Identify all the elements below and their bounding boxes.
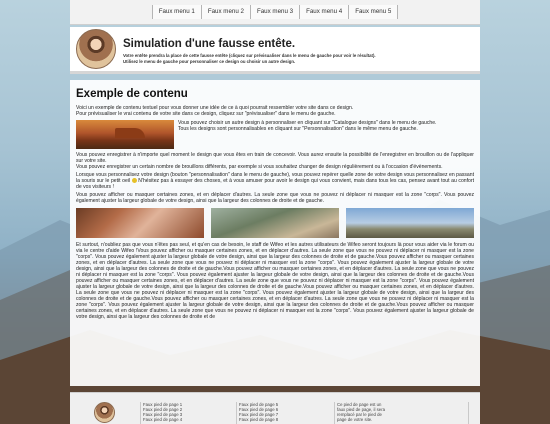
footer-link[interactable]: Faux pied de page 1 — [143, 402, 183, 407]
footer-avatar-icon — [94, 402, 115, 423]
photo-3 — [346, 208, 474, 238]
paragraph-5: Vous pouvez enregistrer à n'importe quel moment le design que vous êtes en train de concevoir. Vous aurez ensuite la possibilité de l'enregistrer en brouillon ou de l'appliquer sur votre site. — [76, 152, 474, 164]
paragraph-6: Vous pouvez enregistrer un certain nombre de brouillons différents, par exemple si vous souhaitez changer de design régulièrement ou à l'occasion d'évènements. — [76, 164, 443, 170]
site-title: Simulation d'une fausse entête. — [123, 38, 296, 50]
nav-item-1[interactable]: Faux menu 1 — [152, 5, 202, 19]
paragraph-7 — [76, 172, 474, 190]
main-content — [70, 80, 480, 386]
footer-link[interactable]: Faux pied de page 6 — [239, 407, 279, 412]
smiley-icon — [132, 178, 137, 183]
footer-divider — [468, 402, 469, 424]
footer-link[interactable]: Faux pied de page 8 — [239, 417, 279, 422]
footer-link[interactable]: Faux pied de page 4 — [143, 417, 183, 422]
nav-item-2[interactable]: Faux menu 2 — [201, 5, 251, 19]
paragraph-7b: N'hésitez pas à essayer des choses, et à vous amuser pour avoir le design qui vous convient, mais dans tous les cas, pensez avant tout au confort de vos visiteurs ! — [76, 178, 474, 190]
image-text-row — [76, 120, 474, 149]
site-subtitle — [123, 53, 376, 64]
subtitle-line-2: Utilisez le menu de gauche pour personnaliser ce design ou choisir un autre design. — [123, 58, 296, 64]
footer-link[interactable]: Faux pied de page 3 — [143, 412, 183, 417]
footer-col-2 — [236, 402, 278, 424]
content-title: Exemple de contenu — [76, 88, 188, 100]
nav-item-5[interactable]: Faux menu 5 — [348, 5, 398, 19]
paragraph-4: Tous les designs sont personnalisables en cliquant sur "Personnalisation" dans le même menu de gauche. — [178, 126, 418, 132]
photo-1 — [76, 208, 204, 238]
photo-2 — [211, 208, 339, 238]
paragraph-8: Vous pouvez afficher ou masquer certaines zones, et en déplacer d'autres. La seule zone que vous ne pouvez ni déplacer ni masquer est la zone "corps". Vous pouvez également ajuster la largeur globale de votre design, ainsi que la largeur des colonnes de droite et de gauche. — [76, 192, 474, 204]
site-footer — [70, 392, 480, 424]
paragraph-2: Pour prévisualiser le vrai contenu de votre site dans ce design, cliquez sur "prévisualiser" dans le menu de gauche. — [76, 111, 336, 117]
nav-item-3[interactable]: Faux menu 3 — [250, 5, 300, 19]
paragraph-9: Et surtout, n'oubliez pas que vous n'êtes pas seul, et qu'en cas de besoin, le staff de Wifeo et les autres utilisateurs de Wifeo seront toujours là pour vous aider via le forum ou via le centre d'aide Wifeo !Vous pouvez afficher ou masquer certaines zones, et en déplacer d'autres. La seule zone que vous ne pouvez ni déplacer ni masquer est la zone "corps". Vous pouvez également ajuster la largeur globale de votre design, ainsi que la largeur des colonnes de droite et de gauche.Vous pouvez afficher ou masquer certaines zones, et en déplacer d'autres. La seule zone que vous ne pouvez ni déplacer ni masquer est la zone "corps". Vous pouvez également ajuster la largeur globale de votre design, ainsi que la largeur des colonnes de droite et de gauche.Vous pouvez afficher ou masquer certaines zones, et en déplacer d'autres. La seule zone que vous ne pouvez ni déplacer ni masquer est la zone "corps". Vous pouvez également ajuster la largeur globale de votre design, ainsi que la largeur des colonnes de droite et de gauche.Vous pouvez afficher ou masquer certaines zones, et en déplacer d'autres. La seule zone que vous ne pouvez ni déplacer ni masquer est la zone "corps". Vous pouvez également ajuster la largeur globale de votre design, ainsi que la largeur des colonnes de droite et de gauche.Vous pouvez afficher ou masquer certaines zones, et en déplacer d'autres. La seule zone que vous ne pouvez ni déplacer ni masquer est la zone "corps". Vous pouvez également ajuster la largeur globale de votre design, ainsi que la largeur des colonnes de droite et de gauche.Vous pouvez afficher ou masquer certaines zones, et en déplacer d'autres. La seule zone que vous ne pouvez ni déplacer ni masquer est la zone "corps". Vous pouvez également ajuster la largeur globale de votre design, ainsi que la largeur des colonnes de droite et de gauche.Vous pouvez afficher ou masquer certaines zones, et en déplacer d'autres. La seule zone que vous ne pouvez ni déplacer ni masquer est la zone "corps". Vous pouvez également ajuster la largeur globale de votre design, ainsi que la largeur des colonnes de droite et de — [76, 242, 474, 320]
page-container — [70, 0, 480, 424]
top-nav — [70, 0, 480, 25]
photo-row — [76, 208, 474, 238]
paragraph-7a: Lorsque vous personnalisez votre design (bouton "personnalisation" dans le menu de gauche), vous pouvez repérer quelle zone de votre design vous personnalisez en passant la souris sur le petit oeil — [76, 172, 474, 184]
footer-link[interactable]: Faux pied de page 5 — [239, 402, 279, 407]
footer-note: Ce pied de page est un faux pied de page, il sera remplacé par le pied de page de votre site. — [334, 402, 386, 424]
paragraph-3: Vous pouvez choisir un autre design à personnaliser en cliquant sur "Catalogue designs" dans le menu de gauche. — [178, 120, 437, 126]
site-header — [70, 27, 480, 74]
subtitle-line-1: Votre entête prendra la place de cette fausse entête (cliquez sur prévisualiser dans le menu de gauche pour voir le résultat). — [123, 53, 376, 58]
footer-link[interactable]: Faux pied de page 2 — [143, 407, 183, 412]
avatar-logo-icon — [76, 29, 116, 69]
footer-col-1 — [140, 402, 182, 424]
footer-link[interactable]: Faux pied de page 7 — [239, 412, 279, 417]
desert-image — [76, 120, 174, 149]
nav-item-4[interactable]: Faux menu 4 — [299, 5, 349, 19]
paragraph-1: Voici un exemple de contenu textuel pour vous donner une idée de ce à quoi pourrait ressembler votre site dans ce design. — [76, 105, 354, 111]
